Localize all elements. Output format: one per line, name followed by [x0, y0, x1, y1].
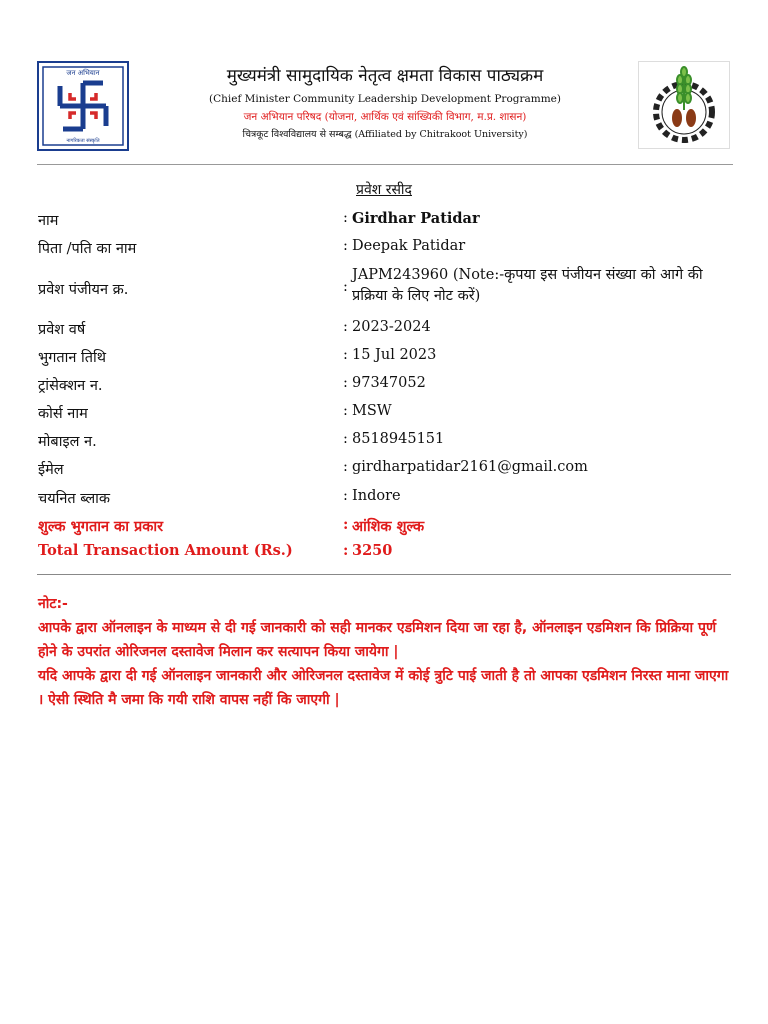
- header-divider: [37, 164, 733, 165]
- section-divider: [37, 574, 731, 575]
- programme-title-hindi: मुख्यमंत्री सामुदायिक नेतृत्व क्षमता विकास पाठ्यक्रम: [226, 66, 544, 86]
- mobile-label: मोबाइल न.: [38, 434, 97, 450]
- row-registration-number: [38, 265, 738, 311]
- name-value: Girdhar Patidar: [352, 210, 480, 227]
- transaction-label: ट्रांसेक्शन न.: [38, 378, 103, 394]
- receipt-title: प्रवेश रसीद: [356, 182, 412, 198]
- email-value: girdharpatidar2161@gmail.com: [352, 459, 588, 475]
- swastik-emblem-icon: [39, 63, 127, 149]
- row-course-name: [38, 403, 738, 425]
- logo-bottom-text: नागरिकता संस्कृति: [66, 138, 100, 144]
- jan-abhiyan-logo: [37, 61, 129, 151]
- organisation-name: जन अभियान परिषद (योजना, आर्थिक एवं सांख्यिकी विभाग, म.प्र. शासन): [243, 111, 527, 123]
- row-payment-date: [38, 347, 738, 369]
- university-affiliation: चित्रकूट विश्वविद्यालय से सम्बद्ध (Affiliated by Chitrakoot University): [242, 129, 528, 140]
- colon: :: [343, 516, 349, 533]
- note-section: [38, 592, 738, 712]
- header-text-block: [150, 66, 620, 141]
- row-selected-block: [38, 488, 738, 510]
- row-name: [38, 210, 738, 232]
- total-amount-value: 3250: [352, 542, 393, 559]
- colon: :: [343, 347, 348, 363]
- admission-year-value: 2023-2024: [352, 319, 431, 335]
- university-logo: [638, 61, 730, 149]
- colon: :: [343, 459, 348, 475]
- colon: :: [343, 488, 348, 504]
- colon: :: [343, 210, 348, 226]
- fee-type-value: आंशिक शुल्क: [352, 518, 425, 535]
- row-father-name: [38, 238, 738, 260]
- father-value: Deepak Patidar: [352, 238, 466, 254]
- course-label: कोर्स नाम: [38, 406, 88, 422]
- fee-type-label: शुल्क भुगतान का प्रकार: [38, 518, 164, 535]
- row-transaction-number: [38, 375, 738, 397]
- total-amount-label: Total Transaction Amount (Rs.): [38, 542, 293, 559]
- row-email: [38, 459, 738, 481]
- name-label: नाम: [38, 213, 59, 229]
- colon: :: [343, 279, 348, 295]
- admission-year-label: प्रवेश वर्ष: [38, 322, 86, 338]
- gear-wheat-emblem-icon: [639, 62, 729, 148]
- colon: :: [343, 375, 348, 391]
- course-value: MSW: [352, 403, 392, 419]
- note-paragraph-1: आपके द्वारा ऑनलाइन के माध्यम से दी गई जानकारी को सही मानकर एडमिशन दिया जा रहा है, ऑनलाइन एडमिशन कि प्रिक्रिया पूर्ण होने के उपरांत ओरिजनल दस्तावेज मिलान कर सत्यापन किया जायेगा |: [38, 620, 717, 660]
- mobile-value: 8518945151: [352, 431, 445, 447]
- block-value: Indore: [352, 488, 401, 504]
- transaction-value: 97347052: [352, 375, 426, 391]
- father-label: पिता /पति का नाम: [38, 241, 137, 257]
- colon: :: [343, 431, 348, 447]
- row-admission-year: [38, 319, 738, 341]
- row-mobile-number: [38, 431, 738, 453]
- logo-top-text: जन अभियान: [66, 69, 100, 77]
- colon: :: [343, 238, 348, 254]
- payment-date-label: भुगतान तिथि: [38, 350, 107, 366]
- block-label: चयनित ब्लाक: [38, 491, 111, 507]
- colon: :: [343, 319, 348, 335]
- note-heading: नोट:-: [38, 596, 68, 612]
- payment-date-value: 15 Jul 2023: [352, 347, 437, 363]
- registration-value: JAPM243960 (Note:-कृपया इस पंजीयन संख्या को आगे की प्रक्रिया के लिए नोट करें): [352, 267, 703, 304]
- row-total-amount: [38, 542, 738, 564]
- note-paragraph-2: यदि आपके द्वारा दी गई ऑनलाइन जानकारी और ओरिजनल दस्तावेज में कोई त्रुटि पाई जाती है तो आपका एडमिशन निरस्त माना जाएगा । ऐसी स्थिति मै जमा कि गयी राशि वापस नहीं कि जाएगी |: [38, 668, 729, 708]
- email-label: ईमेल: [38, 462, 64, 478]
- programme-title-english: (Chief Minister Community Leadership Development Programme): [208, 93, 561, 105]
- colon: :: [343, 542, 349, 559]
- row-fee-type: [38, 516, 738, 538]
- document-header: [0, 0, 768, 165]
- colon: :: [343, 403, 348, 419]
- registration-label: प्रवेश पंजीयन क्र.: [38, 282, 129, 298]
